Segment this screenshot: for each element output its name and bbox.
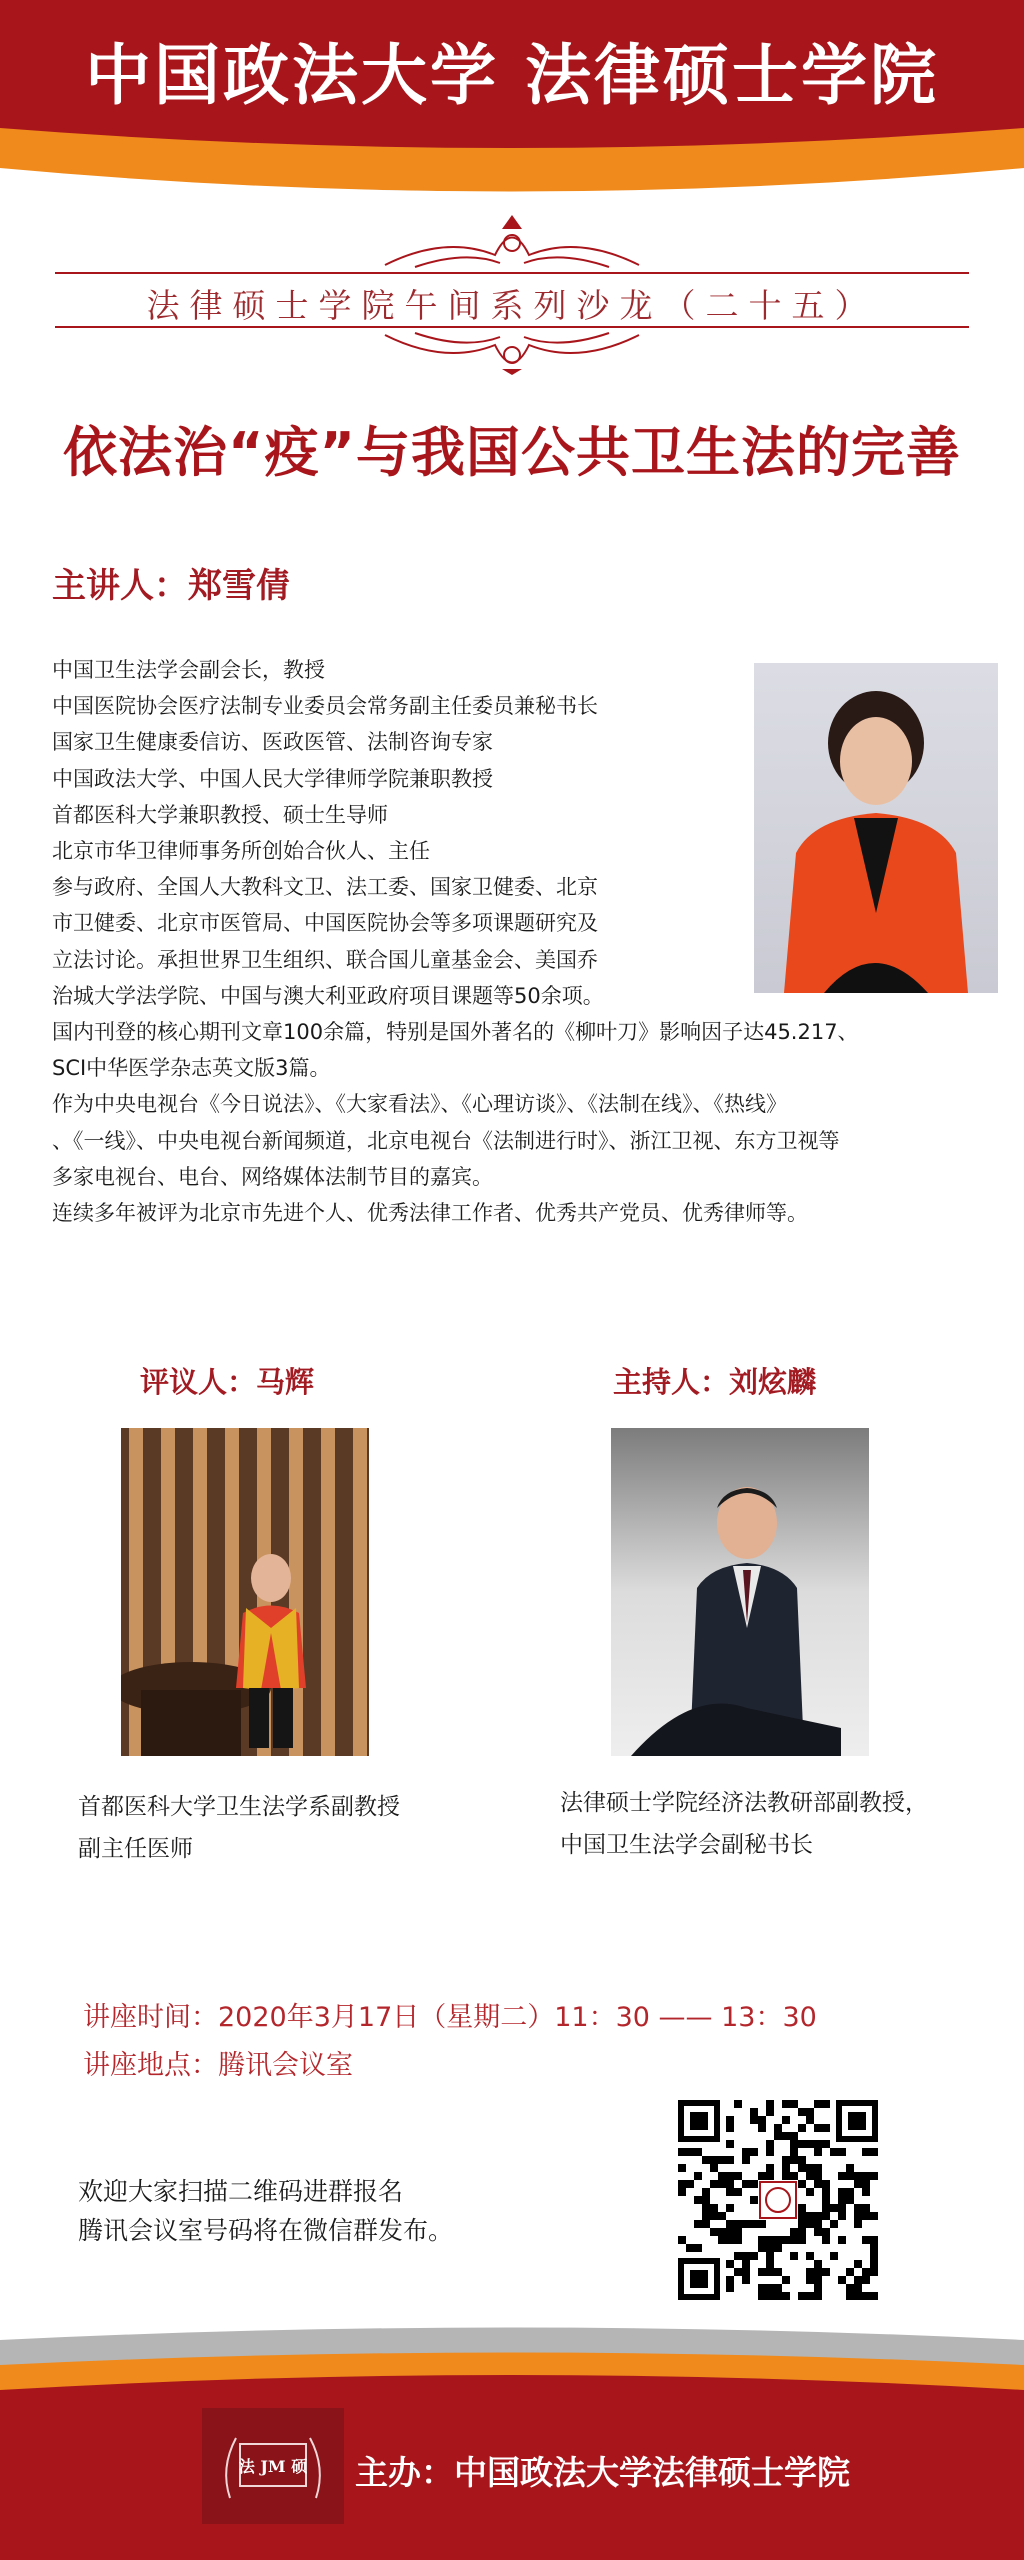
reviewer-photo (121, 1428, 369, 1756)
bio-line: 作为中央电视台《今日说法》、《大家看法》、《心理访谈》、《法制在线》、《热线》 (52, 1092, 787, 1117)
bio-line: 参与政府、全国人大教科文卫、法工委、国家卫健委、北京 (52, 875, 598, 900)
bio-line: 中国政法大学、中国人民大学律师学院兼职教授 (52, 766, 493, 791)
bio-line: 治城大学法学院、中国与澳大利亚政府项目课题等50余项。 (52, 983, 604, 1008)
organizer-text: 主办：中国政法大学法律硕士学院 (355, 2453, 850, 2492)
bio-line: 中国医院协会医疗法制专业委员会常务副主任委员兼秘书长 (52, 694, 598, 719)
lecture-place: 讲座地点：腾讯会议室 (83, 2050, 353, 2081)
school-logo (202, 2408, 344, 2524)
host-desc-line: 中国卫生法学会副秘书长 (560, 1832, 813, 1858)
join-instructions (78, 2172, 453, 2250)
bio-line: 多家电视台、电台、网络媒体法制节目的嘉宾。 (52, 1164, 493, 1189)
salon-title: 法律硕士学院午间系列沙龙（二十五） (146, 286, 878, 325)
footer-banner (0, 2320, 1024, 2560)
reviewer-heading: 评议人：马辉 (140, 1365, 315, 1399)
join-line: 欢迎大家扫描二维码进群报名 (78, 2177, 404, 2206)
host-desc-line: 法律硕士学院经济法教研部副教授， (560, 1790, 928, 1816)
reviewer-desc-line: 副主任医师 (78, 1836, 193, 1862)
lecture-title: 依法治“疫”与我国公共卫生法的完善 (63, 421, 961, 484)
speaker-heading: 主讲人：郑雪倩 (52, 566, 290, 606)
bio-line: 、《一线》、中央电视台新闻频道，北京电视台《法制进行时》、浙江卫视、东方卫视等 (52, 1128, 840, 1153)
join-line: 腾讯会议室号码将在微信群发布。 (78, 2216, 454, 2245)
bio-line: 中国卫生法学会副会长，教授 (52, 658, 325, 682)
host-photo (611, 1428, 869, 1756)
bio-line: 北京市华卫律师事务所创始合伙人、主任 (52, 839, 430, 864)
header-title: 中国政法大学 法律硕士学院 (85, 36, 939, 114)
bio-line: 首都医科大学兼职教授、硕士生导师 (52, 802, 388, 827)
logo-text: 法 JM 硕 (238, 2457, 308, 2476)
host-description (560, 1782, 928, 1866)
reviewer-desc-line: 首都医科大学卫生法学系副教授 (78, 1794, 400, 1820)
bio-line: SCI中华医学杂志英文版3篇。 (52, 1056, 331, 1081)
bio-line: 国家卫生健康委信访、医政医管、法制咨询专家 (52, 730, 493, 755)
host-heading: 主持人：刘炫麟 (613, 1365, 817, 1399)
bio-line: 立法讨论。承担世界卫生组织、联合国儿童基金会、美国乔 (52, 947, 598, 972)
bio-line: 连续多年被评为北京市先进个人、优秀法律工作者、优秀共产党员、优秀律师等。 (52, 1201, 808, 1226)
speaker-bio (52, 652, 992, 1231)
qr-code[interactable] (678, 2100, 878, 2300)
bio-line: 市卫健委、北京市医管局、中国医院协会等多项课题研究及 (52, 911, 598, 936)
reviewer-description (78, 1786, 400, 1870)
bio-line: 国内刊登的核心期刊文章100余篇，特别是国外著名的《柳叶刀》影响因子达45.217、 (52, 1020, 859, 1045)
lecture-time: 讲座时间：2020年3月17日（星期二）11：30 —— 13：30 (83, 2002, 817, 2033)
